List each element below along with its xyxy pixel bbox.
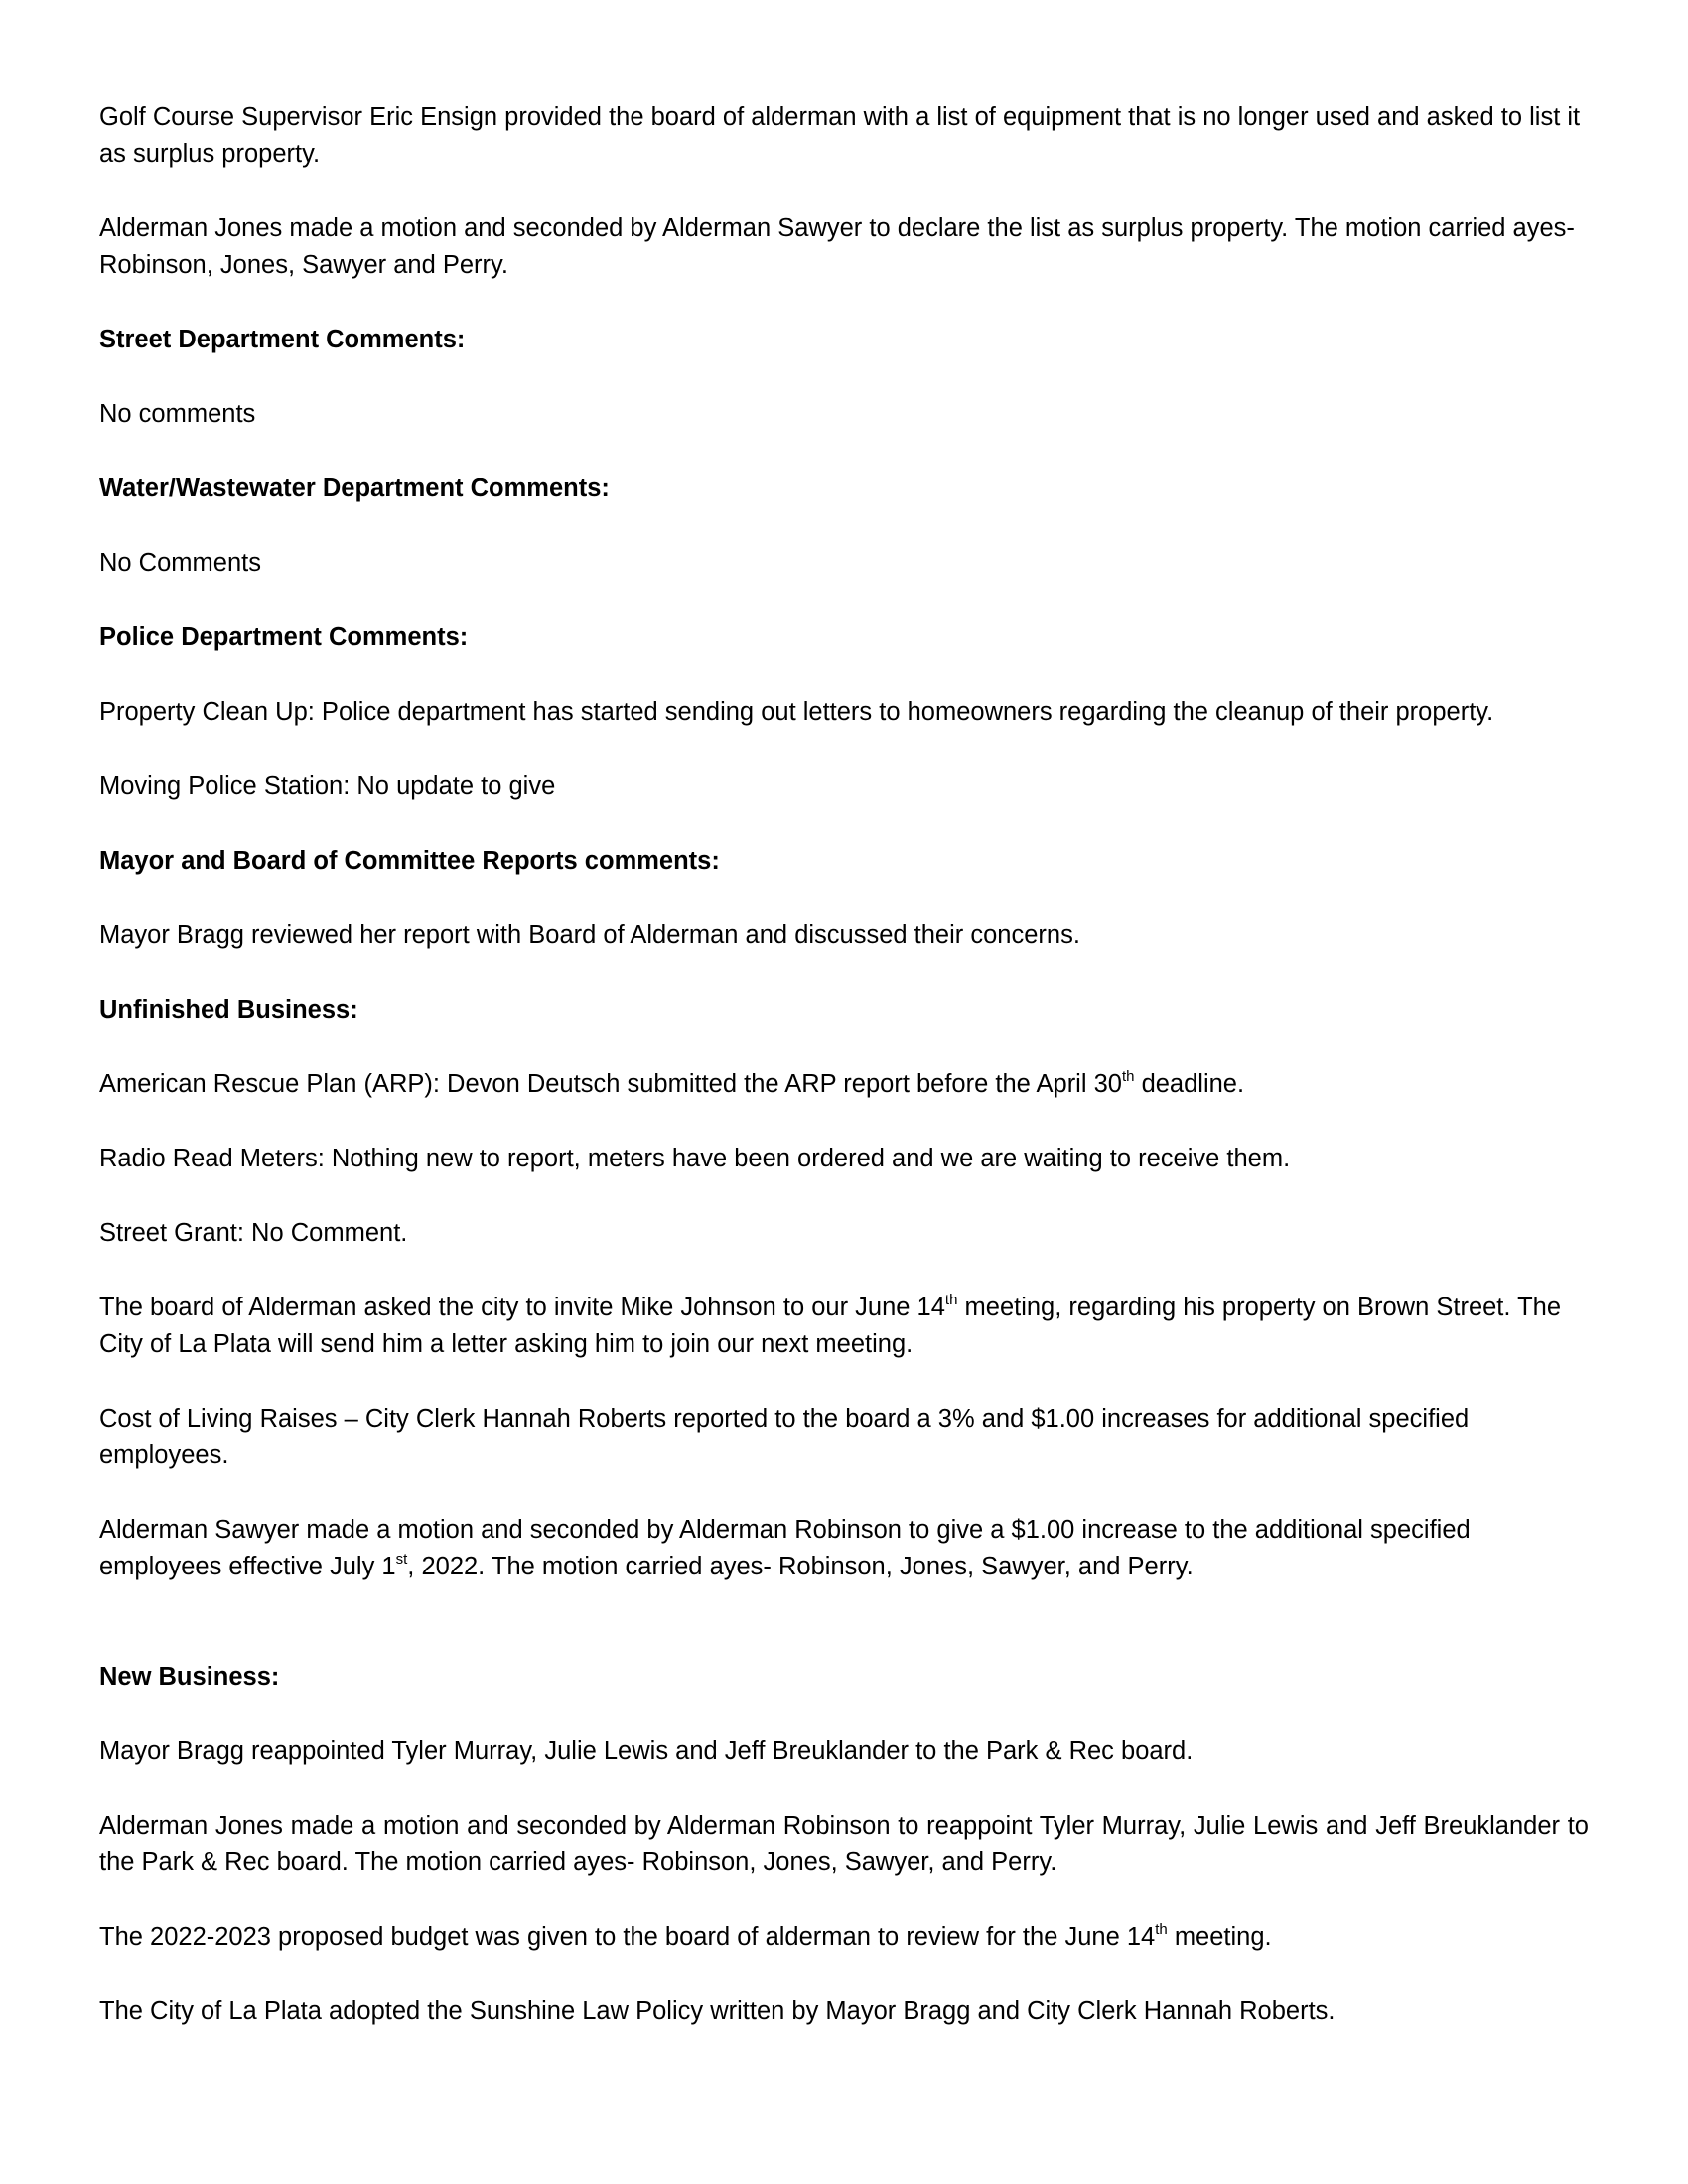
document-page: [99, 99, 1589, 2068]
surplus-motion-paragraph: Alderman Jones made a motion and seconded by Alderman Sawyer to declare the list as surplus property. The motion carried ayes- Robinson, Jones, Sawyer and Perry.: [99, 214, 1575, 279]
property-cleanup-paragraph: Property Clean Up: Police department has started sending out letters to homeowners regarding the cleanup of their property.: [99, 698, 1494, 726]
raise-motion-text: Alderman Sawyer made a motion and seconded by Alderman Robinson to give a $1.00 increase to the additional specified employees effective July 1: [99, 1516, 1471, 1580]
street-grant-paragraph: Street Grant: No Comment.: [99, 1219, 408, 1247]
sunshine-law-paragraph: The City of La Plata adopted the Sunshine Law Policy written by Mayor Bragg and City Clerk Hannah Roberts.: [99, 1997, 1336, 2025]
raise-motion-text-end: , 2022. The motion carried ayes- Robinson, Jones, Sawyer, and Perry.: [407, 1553, 1194, 1580]
mayor-board-reports-heading: Mayor and Board of Committee Reports comments:: [99, 847, 720, 875]
raise-motion-superscript: st: [395, 1550, 408, 1568]
mayor-report-paragraph: Mayor Bragg reviewed her report with Board of Alderman and discussed their concerns.: [99, 921, 1080, 949]
arp-text-end: deadline.: [1134, 1070, 1245, 1098]
arp-superscript: th: [1121, 1067, 1135, 1085]
park-rec-motion-paragraph: Alderman Jones made a motion and seconded by Alderman Robinson to reappoint Tyler Murray, Julie Lewis and Jeff Breuklander to the Park & Rec board. The motion carried ayes- Robinson, Jones, Sawyer, and Perry.: [99, 1812, 1589, 1876]
arp-paragraph: [99, 1066, 1589, 1103]
moving-police-station-paragraph: Moving Police Station: No update to give: [99, 772, 556, 800]
arp-text: American Rescue Plan (ARP): Devon Deutsch submitted the ARP report before the April 30: [99, 1070, 1122, 1098]
cost-of-living-paragraph: Cost of Living Raises – City Clerk Hannah Roberts reported to the board a 3% and $1.00 increases for additional specified employees.: [99, 1405, 1470, 1469]
proposed-budget-paragraph: [99, 1919, 1589, 1956]
water-department-heading: Water/Wastewater Department Comments:: [99, 475, 610, 502]
radio-read-meters-paragraph: Radio Read Meters: Nothing new to report, meters have been ordered and we are waiting to receive them.: [99, 1145, 1291, 1172]
street-comments-paragraph: No comments: [99, 400, 256, 428]
street-department-heading: Street Department Comments:: [99, 326, 466, 353]
unfinished-business-heading: Unfinished Business:: [99, 996, 358, 1024]
proposed-budget-text: The 2022-2023 proposed budget was given to the board of alderman to review for the June 14: [99, 1923, 1156, 1951]
mike-johnson-text: The board of Alderman asked the city to invite Mike Johnson to our June 14: [99, 1294, 945, 1321]
mike-johnson-superscript: th: [944, 1291, 958, 1308]
proposed-budget-superscript: th: [1155, 1920, 1168, 1938]
new-business-heading: New Business:: [99, 1663, 280, 1691]
park-rec-reappoint-paragraph: Mayor Bragg reappointed Tyler Murray, Julie Lewis and Jeff Breuklander to the Park & Rec board.: [99, 1737, 1194, 1765]
police-department-heading: Police Department Comments:: [99, 623, 469, 651]
mike-johnson-paragraph: [99, 1290, 1589, 1363]
surplus-equipment-paragraph: Golf Course Supervisor Eric Ensign provided the board of alderman with a list of equipment that is no longer used and asked to list it as surplus property.: [99, 103, 1581, 168]
mike-johnson-text-end: meeting, regarding his property on Brown Street. The City of La Plata will send him a letter asking him to join our next meeting.: [99, 1294, 1562, 1358]
water-comments-paragraph: No Comments: [99, 549, 261, 577]
proposed-budget-text-end: meeting.: [1167, 1923, 1272, 1951]
raise-motion-paragraph: [99, 1512, 1589, 1585]
